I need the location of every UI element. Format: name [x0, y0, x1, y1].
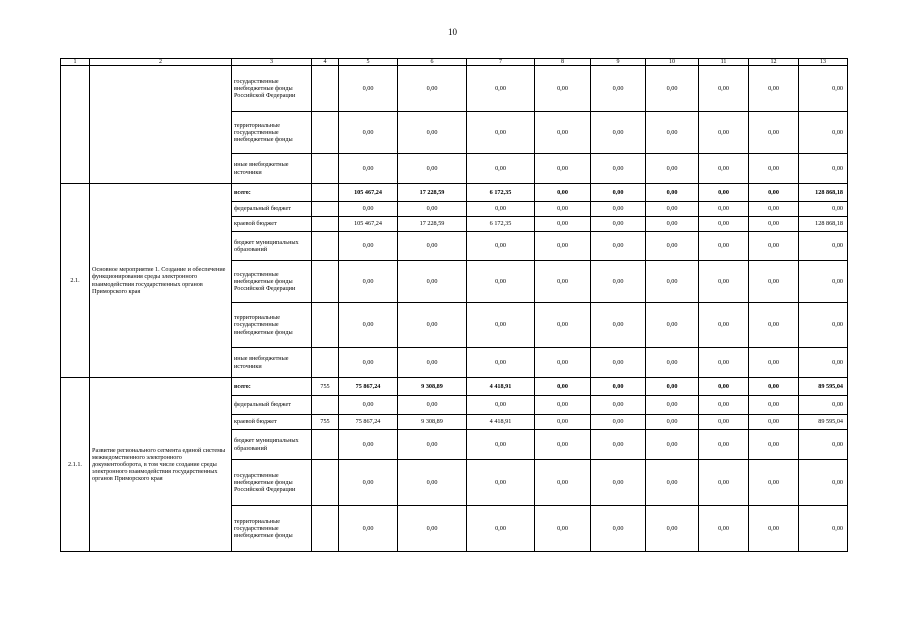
amount-cell: 0,00 — [535, 261, 591, 303]
amount-cell: 0,00 — [467, 202, 535, 217]
amount-cell: 0,00 — [646, 232, 699, 261]
amount-cell: 0,00 — [749, 348, 799, 378]
funding-source: бюджет муниципальных образований — [232, 232, 312, 261]
amount-cell: 0,00 — [646, 506, 699, 552]
section-name — [90, 66, 232, 184]
amount-cell: 0,00 — [699, 415, 749, 430]
amount-cell: 89 595,04 — [799, 415, 848, 430]
amount-cell: 0,00 — [646, 348, 699, 378]
amount-cell: 0,00 — [339, 348, 398, 378]
amount-cell: 0,00 — [535, 184, 591, 202]
column-header: 7 — [467, 59, 535, 66]
amount-cell: 0,00 — [398, 202, 467, 217]
amount-cell: 89 595,04 — [799, 378, 848, 396]
amount-cell: 0,00 — [799, 460, 848, 506]
amount-cell: 0,00 — [398, 303, 467, 348]
amount-cell: 0,00 — [535, 506, 591, 552]
amount-cell: 0,00 — [467, 66, 535, 112]
amount-cell: 0,00 — [398, 506, 467, 552]
amount-cell: 0,00 — [699, 112, 749, 154]
amount-cell: 0,00 — [646, 378, 699, 396]
amount-cell: 0,00 — [749, 112, 799, 154]
grbs-code: 755 — [312, 415, 339, 430]
section-code: 2.1. — [61, 184, 90, 378]
amount-cell: 0,00 — [749, 415, 799, 430]
amount-cell: 0,00 — [699, 184, 749, 202]
amount-cell: 0,00 — [699, 154, 749, 184]
amount-cell: 0,00 — [339, 430, 398, 460]
amount-cell: 0,00 — [749, 261, 799, 303]
amount-cell: 0,00 — [646, 217, 699, 232]
amount-cell: 0,00 — [398, 348, 467, 378]
amount-cell: 0,00 — [339, 112, 398, 154]
amount-cell: 4 418,91 — [467, 415, 535, 430]
amount-cell: 0,00 — [699, 506, 749, 552]
budget-table — [60, 58, 848, 552]
funding-source: краевой бюджет — [232, 415, 312, 430]
amount-cell: 0,00 — [591, 506, 646, 552]
grbs-code — [312, 396, 339, 415]
funding-source: территориальные государственные внебюджетные фонды — [232, 303, 312, 348]
amount-cell: 0,00 — [535, 66, 591, 112]
amount-cell: 17 228,59 — [398, 184, 467, 202]
amount-cell: 0,00 — [339, 261, 398, 303]
funding-source: бюджет муниципальных образований — [232, 430, 312, 460]
grbs-code — [312, 303, 339, 348]
amount-cell: 0,00 — [398, 66, 467, 112]
amount-cell: 0,00 — [591, 154, 646, 184]
table-row — [61, 184, 848, 202]
amount-cell: 0,00 — [699, 460, 749, 506]
amount-cell: 0,00 — [591, 184, 646, 202]
amount-cell: 6 172,35 — [467, 217, 535, 232]
amount-cell: 0,00 — [799, 232, 848, 261]
amount-cell: 0,00 — [699, 261, 749, 303]
amount-cell: 0,00 — [467, 303, 535, 348]
amount-cell: 0,00 — [699, 348, 749, 378]
amount-cell: 0,00 — [535, 415, 591, 430]
grbs-code — [312, 66, 339, 112]
page-number: 10 — [448, 27, 457, 37]
section-name: Основное мероприятие 1. Создание и обеспечение функционирования среды электронного взаимодействия государственных органов Приморского края — [90, 184, 232, 378]
amount-cell: 0,00 — [339, 232, 398, 261]
amount-cell: 105 467,24 — [339, 217, 398, 232]
amount-cell: 128 868,18 — [799, 217, 848, 232]
funding-source: всего: — [232, 378, 312, 396]
amount-cell: 0,00 — [699, 66, 749, 112]
amount-cell: 0,00 — [799, 202, 848, 217]
amount-cell: 0,00 — [799, 348, 848, 378]
amount-cell: 128 868,18 — [799, 184, 848, 202]
amount-cell: 0,00 — [339, 460, 398, 506]
amount-cell: 0,00 — [535, 217, 591, 232]
amount-cell: 0,00 — [535, 430, 591, 460]
amount-cell: 0,00 — [398, 460, 467, 506]
amount-cell: 75 867,24 — [339, 378, 398, 396]
amount-cell: 9 308,89 — [398, 378, 467, 396]
amount-cell: 0,00 — [339, 154, 398, 184]
amount-cell: 0,00 — [535, 202, 591, 217]
funding-source: всего: — [232, 184, 312, 202]
amount-cell: 0,00 — [591, 430, 646, 460]
amount-cell: 0,00 — [699, 232, 749, 261]
amount-cell: 75 867,24 — [339, 415, 398, 430]
column-header: 12 — [749, 59, 799, 66]
amount-cell: 0,00 — [535, 154, 591, 184]
amount-cell: 0,00 — [699, 378, 749, 396]
amount-cell: 0,00 — [591, 378, 646, 396]
column-header: 4 — [312, 59, 339, 66]
amount-cell: 9 308,89 — [398, 415, 467, 430]
amount-cell: 0,00 — [799, 303, 848, 348]
grbs-code — [312, 202, 339, 217]
amount-cell: 0,00 — [535, 112, 591, 154]
amount-cell: 0,00 — [799, 154, 848, 184]
funding-source: федеральный бюджет — [232, 202, 312, 217]
amount-cell: 17 228,59 — [398, 217, 467, 232]
amount-cell: 0,00 — [749, 303, 799, 348]
table-row — [61, 378, 848, 396]
column-header: 2 — [90, 59, 232, 66]
amount-cell: 0,00 — [699, 303, 749, 348]
amount-cell: 0,00 — [339, 66, 398, 112]
column-header: 5 — [339, 59, 398, 66]
amount-cell: 0,00 — [398, 261, 467, 303]
amount-cell: 0,00 — [467, 154, 535, 184]
grbs-code — [312, 217, 339, 232]
grbs-code — [312, 348, 339, 378]
amount-cell: 0,00 — [398, 430, 467, 460]
amount-cell: 0,00 — [591, 66, 646, 112]
amount-cell: 0,00 — [646, 154, 699, 184]
section-code: 2.1.1. — [61, 378, 90, 552]
amount-cell: 0,00 — [646, 430, 699, 460]
grbs-code — [312, 460, 339, 506]
amount-cell: 0,00 — [646, 396, 699, 415]
amount-cell: 0,00 — [749, 506, 799, 552]
amount-cell: 0,00 — [467, 232, 535, 261]
amount-cell: 0,00 — [749, 202, 799, 217]
amount-cell: 0,00 — [749, 232, 799, 261]
amount-cell: 0,00 — [339, 396, 398, 415]
amount-cell: 6 172,35 — [467, 184, 535, 202]
column-header: 1 — [61, 59, 90, 66]
amount-cell: 0,00 — [398, 112, 467, 154]
amount-cell: 0,00 — [646, 261, 699, 303]
table-row — [61, 66, 848, 112]
grbs-code — [312, 232, 339, 261]
amount-cell: 0,00 — [467, 506, 535, 552]
amount-cell: 0,00 — [535, 460, 591, 506]
amount-cell: 0,00 — [699, 202, 749, 217]
amount-cell: 0,00 — [646, 460, 699, 506]
amount-cell: 0,00 — [591, 396, 646, 415]
amount-cell: 0,00 — [749, 396, 799, 415]
amount-cell: 0,00 — [749, 217, 799, 232]
amount-cell: 0,00 — [535, 378, 591, 396]
amount-cell: 0,00 — [699, 217, 749, 232]
funding-source: государственные внебюджетные фонды Российской Федерации — [232, 460, 312, 506]
column-header: 8 — [535, 59, 591, 66]
amount-cell: 0,00 — [467, 430, 535, 460]
column-header: 11 — [699, 59, 749, 66]
column-header: 3 — [232, 59, 312, 66]
amount-cell: 0,00 — [591, 460, 646, 506]
funding-source: территориальные государственные внебюджетные фонды — [232, 112, 312, 154]
column-header: 13 — [799, 59, 848, 66]
amount-cell: 0,00 — [646, 415, 699, 430]
grbs-code — [312, 112, 339, 154]
amount-cell: 0,00 — [749, 430, 799, 460]
amount-cell: 4 418,91 — [467, 378, 535, 396]
funding-source: иные внебюджетные источники — [232, 154, 312, 184]
grbs-code — [312, 261, 339, 303]
amount-cell: 0,00 — [749, 460, 799, 506]
amount-cell: 0,00 — [339, 506, 398, 552]
amount-cell: 0,00 — [591, 232, 646, 261]
column-header: 6 — [398, 59, 467, 66]
amount-cell: 0,00 — [591, 415, 646, 430]
grbs-code — [312, 430, 339, 460]
section-code — [61, 66, 90, 184]
amount-cell: 0,00 — [398, 232, 467, 261]
funding-source: иные внебюджетные источники — [232, 348, 312, 378]
grbs-code — [312, 154, 339, 184]
amount-cell: 0,00 — [591, 261, 646, 303]
amount-cell: 0,00 — [646, 303, 699, 348]
amount-cell: 0,00 — [467, 261, 535, 303]
amount-cell: 0,00 — [749, 66, 799, 112]
amount-cell: 0,00 — [535, 348, 591, 378]
column-number-row — [61, 59, 848, 66]
amount-cell: 0,00 — [799, 396, 848, 415]
section-name: Развитие регионального сегмента единой системы межведомственного электронного документооборота, в том числе создание среды электронного взаимодействия государственных органов Приморского края — [90, 378, 232, 552]
amount-cell: 0,00 — [749, 378, 799, 396]
grbs-code: 755 — [312, 378, 339, 396]
grbs-code — [312, 506, 339, 552]
amount-cell: 0,00 — [591, 348, 646, 378]
amount-cell: 0,00 — [799, 112, 848, 154]
column-header: 10 — [646, 59, 699, 66]
amount-cell: 0,00 — [699, 430, 749, 460]
amount-cell: 0,00 — [535, 232, 591, 261]
amount-cell: 0,00 — [646, 66, 699, 112]
amount-cell: 0,00 — [591, 202, 646, 217]
amount-cell: 0,00 — [535, 396, 591, 415]
amount-cell: 0,00 — [799, 66, 848, 112]
funding-source: федеральный бюджет — [232, 396, 312, 415]
table-body — [61, 66, 848, 552]
amount-cell: 0,00 — [749, 154, 799, 184]
amount-cell: 0,00 — [398, 154, 467, 184]
funding-source: краевой бюджет — [232, 217, 312, 232]
amount-cell: 0,00 — [646, 184, 699, 202]
funding-source: государственные внебюджетные фонды Российской Федерации — [232, 66, 312, 112]
amount-cell: 0,00 — [339, 202, 398, 217]
amount-cell: 0,00 — [646, 112, 699, 154]
amount-cell: 0,00 — [799, 506, 848, 552]
amount-cell: 0,00 — [339, 303, 398, 348]
funding-source: государственные внебюджетные фонды Российской Федерации — [232, 261, 312, 303]
grbs-code — [312, 184, 339, 202]
funding-source: территориальные государственные внебюджетные фонды — [232, 506, 312, 552]
amount-cell: 0,00 — [699, 396, 749, 415]
amount-cell: 0,00 — [749, 184, 799, 202]
amount-cell: 0,00 — [591, 112, 646, 154]
amount-cell: 0,00 — [398, 396, 467, 415]
amount-cell: 0,00 — [467, 112, 535, 154]
amount-cell: 0,00 — [591, 303, 646, 348]
amount-cell: 0,00 — [646, 202, 699, 217]
amount-cell: 0,00 — [799, 261, 848, 303]
amount-cell: 105 467,24 — [339, 184, 398, 202]
amount-cell: 0,00 — [467, 396, 535, 415]
amount-cell: 0,00 — [535, 303, 591, 348]
column-header: 9 — [591, 59, 646, 66]
amount-cell: 0,00 — [799, 430, 848, 460]
amount-cell: 0,00 — [467, 348, 535, 378]
amount-cell: 0,00 — [591, 217, 646, 232]
amount-cell: 0,00 — [467, 460, 535, 506]
